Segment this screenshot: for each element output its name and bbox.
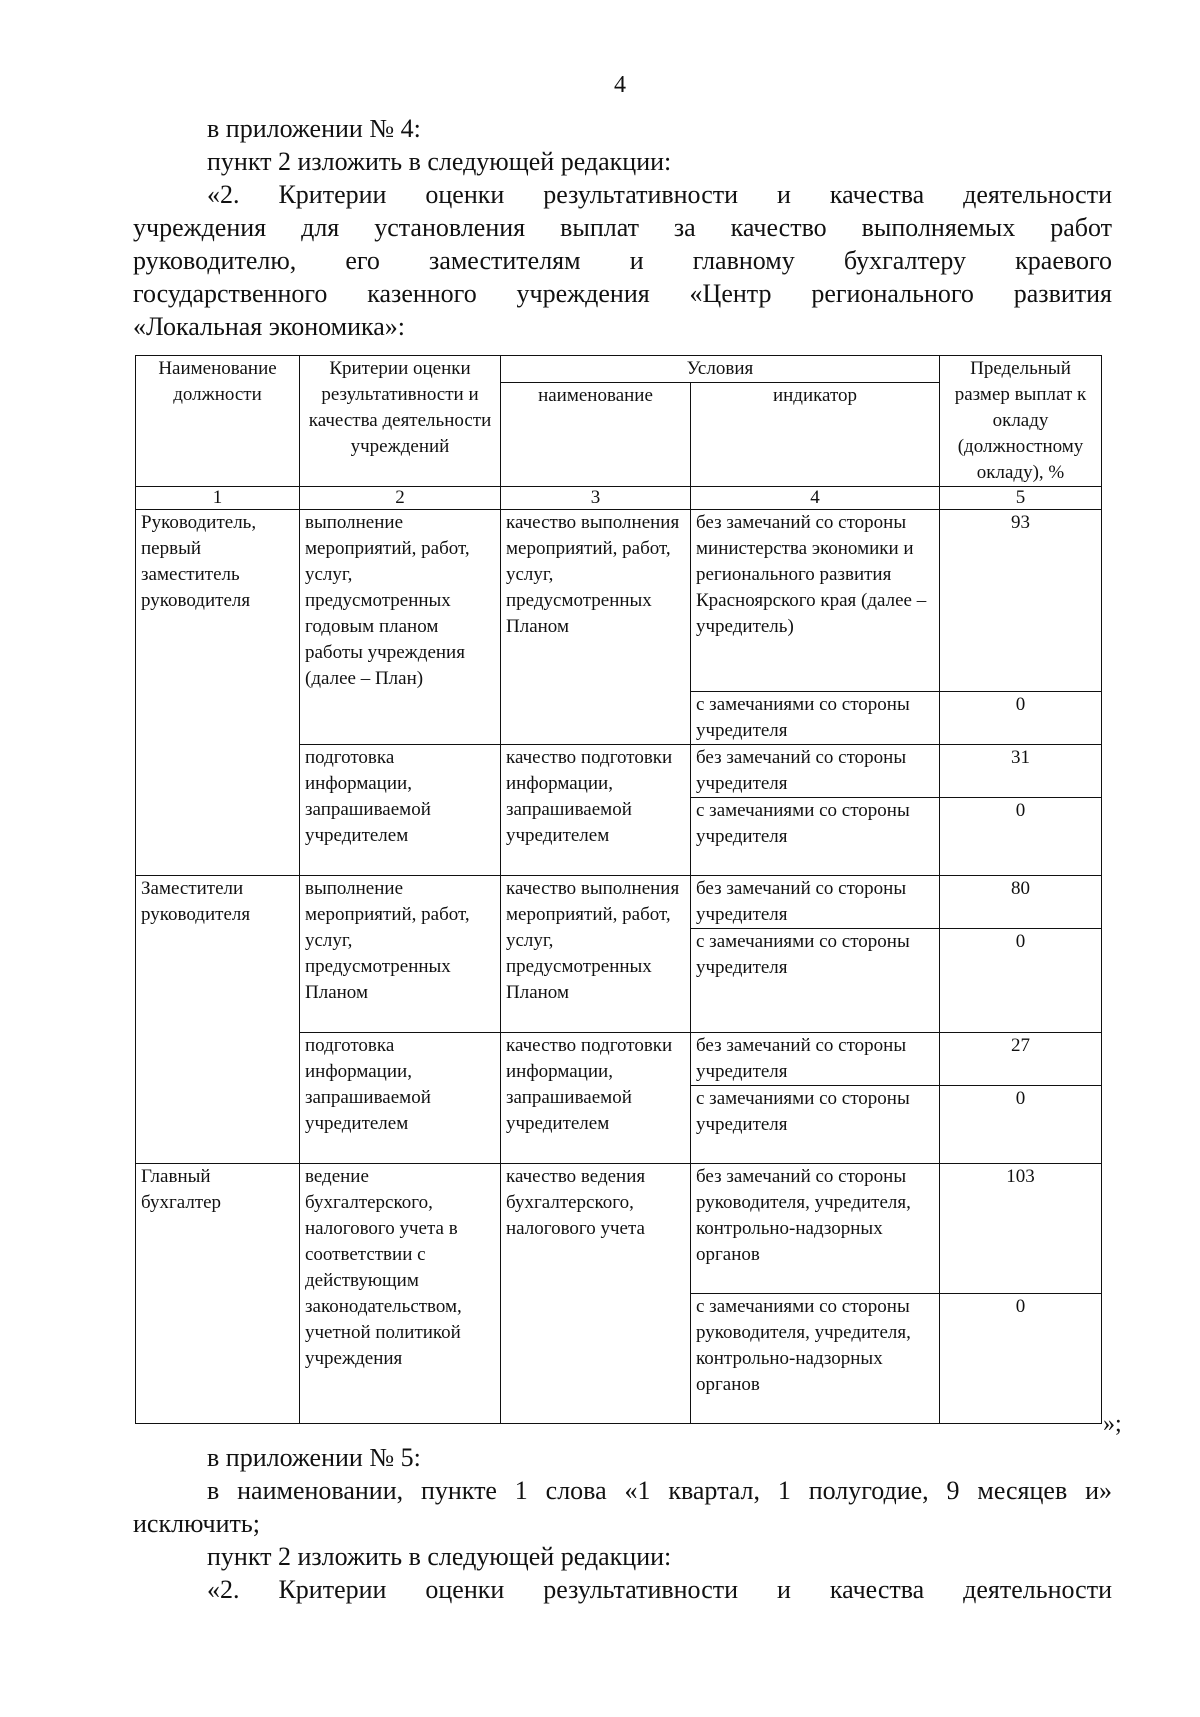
indicator-cell: с замечаниями со стороны учредителя (691, 692, 940, 745)
criteria-table (135, 355, 1102, 1424)
limit-value: 0 (940, 1086, 1102, 1164)
column-number: 2 (300, 487, 501, 510)
page-number: 4 (614, 72, 626, 98)
limit-value: 80 (940, 876, 1102, 929)
criteria-intro-line-4: государственного казенного учреждения «Центр регионального развития (133, 279, 1112, 308)
header-condition-name: наименование (501, 383, 691, 487)
indicator-cell: без замечаний со стороны учредителя (691, 745, 940, 798)
position-cell: Заместители руководителя (136, 876, 300, 1164)
indicator-cell: без замечаний со стороны руководителя, учредителя, контрольно-надзорных органов (691, 1164, 940, 1294)
criteria-intro-line-5: «Локальная экономика»: (133, 312, 405, 341)
indicator-cell: без замечаний со стороны учредителя (691, 876, 940, 929)
indicator-cell: с замечаниями со стороны учредителя (691, 929, 940, 1033)
criteria-intro-appendix-5: «2. Критерии оценки результативности и качества деятельности (207, 1575, 1112, 1604)
criteria-intro-line-2: учреждения для установления выплат за качество выполняемых работ (133, 213, 1112, 242)
position-cell: Руководитель, первый заместитель руководителя (136, 510, 300, 876)
indicator-cell: с замечаниями со стороны учредителя (691, 1086, 940, 1164)
condition-cell: качество подготовки информации, запрашиваемой учредителем (501, 1033, 691, 1164)
criteria-intro-line-1: «2. Критерии оценки результативности и качества деятельности (207, 180, 1112, 209)
condition-cell: качество выполнения мероприятий, работ, услуг, предусмотренных Планом (501, 510, 691, 745)
criterion-cell: ведение бухгалтерского, налогового учета в соответствии с действующим законодательством, учетной политикой учреждения (300, 1164, 501, 1424)
limit-value: 0 (940, 1294, 1102, 1424)
amendment-line-2: исключить; (133, 1509, 260, 1538)
limit-value: 93 (940, 510, 1102, 692)
clause-2-instruction-appendix-5: пункт 2 изложить в следующей редакции: (207, 1542, 672, 1571)
criterion-cell: подготовка информации, запрашиваемой учредителем (300, 1033, 501, 1164)
criterion-cell: выполнение мероприятий, работ, услуг, предусмотренных Планом (300, 876, 501, 1033)
column-number: 5 (940, 487, 1102, 510)
column-number: 3 (501, 487, 691, 510)
limit-value: 31 (940, 745, 1102, 798)
column-number: 1 (136, 487, 300, 510)
header-position: Наименование должности (136, 356, 300, 487)
column-number: 4 (691, 487, 940, 510)
position-cell: Главный бухгалтер (136, 1164, 300, 1424)
appendix-5-heading: в приложении № 5: (207, 1443, 421, 1472)
clause-2-instruction: пункт 2 изложить в следующей редакции: (207, 147, 672, 176)
limit-value: 0 (940, 929, 1102, 1033)
condition-cell: качество выполнения мероприятий, работ, услуг, предусмотренных Планом (501, 876, 691, 1033)
condition-cell: качество ведения бухгалтерского, налогового учета (501, 1164, 691, 1424)
indicator-cell: с замечаниями со стороны руководителя, учредителя, контрольно-надзорных органов (691, 1294, 940, 1424)
criterion-cell: подготовка информации, запрашиваемой учредителем (300, 745, 501, 876)
indicator-cell: без замечаний со стороны министерства экономики и регионального развития Красноярского края (далее – учредитель) (691, 510, 940, 692)
condition-cell: качество подготовки информации, запрашиваемой учредителем (501, 745, 691, 876)
limit-value: 27 (940, 1033, 1102, 1086)
header-condition-indicator: индикатор (691, 383, 940, 487)
header-criteria: Критерии оценки результативности и качества деятельности учреждений (300, 356, 501, 487)
header-max-size: Предельный размер выплат к окладу (должностному окладу), % (940, 356, 1102, 487)
header-conditions: Условия (501, 356, 940, 383)
indicator-cell: с замечаниями со стороны учредителя (691, 798, 940, 876)
amendment-line-1: в наименовании, пункте 1 слова «1 квартал, 1 полугодие, 9 месяцев и» (207, 1476, 1112, 1505)
closing-quote-mark: »; (1103, 1411, 1122, 1437)
limit-value: 103 (940, 1164, 1102, 1294)
limit-value: 0 (940, 692, 1102, 745)
limit-value: 0 (940, 798, 1102, 876)
indicator-cell: без замечаний со стороны учредителя (691, 1033, 940, 1086)
appendix-4-heading: в приложении № 4: (207, 114, 421, 143)
criteria-intro-line-3: руководителю, его заместителям и главному бухгалтеру краевого (133, 246, 1112, 275)
criterion-cell: выполнение мероприятий, работ, услуг, предусмотренных годовым планом работы учреждения (далее – План) (300, 510, 501, 745)
